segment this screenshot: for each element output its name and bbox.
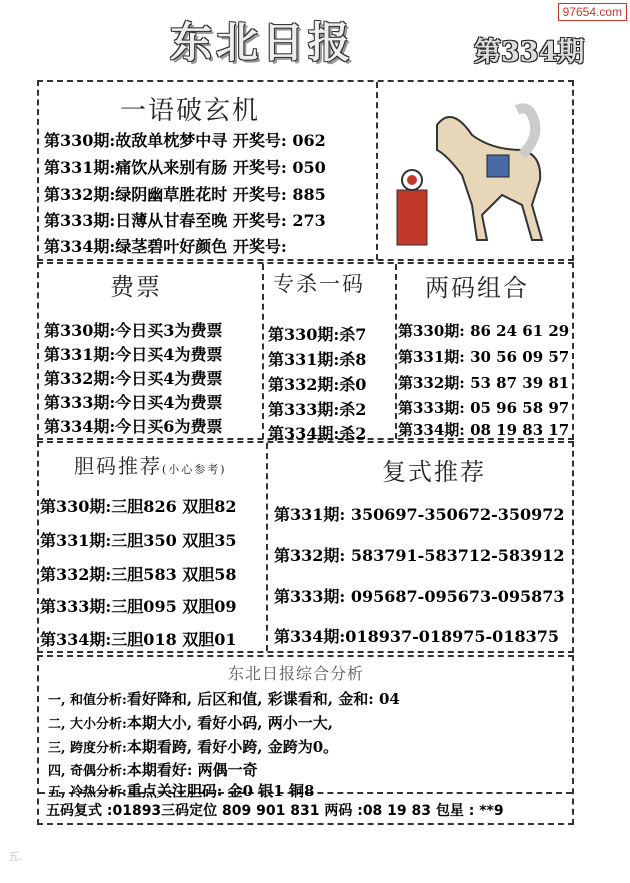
bottom-divider bbox=[266, 443, 268, 651]
issue-number: 第334期 bbox=[474, 37, 585, 68]
analysis-value: 重点关注胆码: 金0 银1 铜8 bbox=[126, 782, 315, 800]
analysis-value: 本期看好: 两偶一奇 bbox=[126, 761, 258, 779]
analysis-row bbox=[48, 780, 314, 801]
combo-row: 第333期: 05 96 58 97 bbox=[398, 399, 570, 417]
bold-row: 第331期:三胆350 双胆35 bbox=[40, 531, 237, 550]
middle-divider-2 bbox=[395, 264, 397, 439]
kill-row: 第333期:杀2 bbox=[268, 400, 367, 419]
analysis-row bbox=[48, 736, 338, 757]
analysis-value: 看好降和, 后区和值, 彩谍看和, 金和: 04 bbox=[126, 690, 400, 708]
fee-row: 第333期:今日买4为费票 bbox=[44, 393, 223, 412]
kill-row: 第331期:杀8 bbox=[268, 350, 367, 369]
riddle-divider bbox=[376, 82, 378, 260]
fee-row: 第330期:今日买3为费票 bbox=[44, 321, 223, 340]
fee-row: 第334期:今日买6为费票 bbox=[44, 417, 223, 436]
horse-hurdle-image bbox=[392, 95, 562, 250]
analysis-key: 二, 大小分析: bbox=[48, 717, 127, 732]
riddle-row: 第333期:日薄从甘春至晚 开奖号: 273 bbox=[44, 211, 326, 230]
analysis-row bbox=[48, 688, 400, 709]
analysis-row bbox=[48, 759, 258, 780]
bold-title bbox=[74, 450, 227, 479]
site-watermark: 97654.com bbox=[558, 3, 627, 21]
analysis-key: 一, 和值分析: bbox=[48, 693, 127, 708]
analysis-title: 东北日报综合分析 bbox=[228, 664, 365, 683]
riddle-row: 第332期:绿阴幽草胜花时 开奖号: 885 bbox=[44, 185, 326, 204]
multi-row: 第333期: 095687-095673-095873 bbox=[274, 587, 565, 606]
kill-title: 专杀一码 bbox=[273, 272, 365, 296]
multi-title: 复式推荐 bbox=[382, 458, 486, 486]
analysis-key: 三, 跨度分析: bbox=[48, 741, 127, 756]
middle-divider-1 bbox=[262, 264, 264, 439]
bold-row: 第334期:三胆018 双胆01 bbox=[40, 630, 237, 649]
bold-title-text: 胆码推荐 bbox=[74, 454, 162, 478]
bold-title-note: (小心参考) bbox=[162, 463, 227, 476]
combo-row: 第334期: 08 19 83 17 bbox=[398, 421, 570, 439]
riddle-row: 第331期:痛饮从来别有肠 开奖号: 050 bbox=[44, 158, 326, 177]
analysis-key: 五, 冷热分析: bbox=[48, 785, 127, 800]
masthead-title: 东北日报 bbox=[170, 18, 355, 67]
riddle-row: 第330期:故敌单枕梦中寻 开奖号: 062 bbox=[44, 131, 326, 150]
combo-row: 第330期: 86 24 61 29 bbox=[398, 322, 570, 340]
kill-row: 第330期:杀7 bbox=[268, 325, 367, 344]
bold-row: 第332期:三胆583 双胆58 bbox=[40, 565, 237, 584]
multi-row: 第332期: 583791-583712-583912 bbox=[274, 546, 565, 565]
combo-row: 第332期: 53 87 39 81 bbox=[398, 374, 570, 392]
fee-row: 第332期:今日买4为费票 bbox=[44, 369, 223, 388]
combo-row: 第331期: 30 56 09 57 bbox=[398, 348, 570, 366]
bold-row: 第333期:三胆095 双胆09 bbox=[40, 597, 237, 616]
analysis-value: 本期大小, 看好小码, 两小一大, bbox=[126, 714, 333, 732]
analysis-value: 本期看跨, 看好小跨, 金跨为0。 bbox=[126, 738, 339, 756]
kill-row: 第334期:杀2 bbox=[268, 424, 367, 443]
kill-row: 第332期:杀0 bbox=[268, 375, 367, 394]
bold-row: 第330期:三胆826 双胆82 bbox=[40, 497, 237, 516]
analysis-key: 四, 奇偶分析: bbox=[48, 764, 127, 779]
riddle-title: 一语破玄机 bbox=[120, 96, 261, 126]
multi-row: 第334期:018937-018975-018375 bbox=[274, 627, 559, 646]
fee-title: 费票 bbox=[110, 273, 162, 301]
multi-row: 第331期: 350697-350672-350972 bbox=[274, 505, 565, 524]
combo-title: 两码组合 bbox=[425, 274, 529, 302]
riddle-row: 第334期:绿茎碧叶好颜色 开奖号: bbox=[44, 237, 287, 256]
fee-row: 第331期:今日买4为费票 bbox=[44, 345, 223, 364]
analysis-row bbox=[48, 712, 333, 733]
analysis-footer: 五码复式 :01893三码定位 809 901 831 两码 :08 19 83 包星 : **9 bbox=[46, 803, 504, 819]
corner-mark: 五. bbox=[8, 850, 23, 863]
